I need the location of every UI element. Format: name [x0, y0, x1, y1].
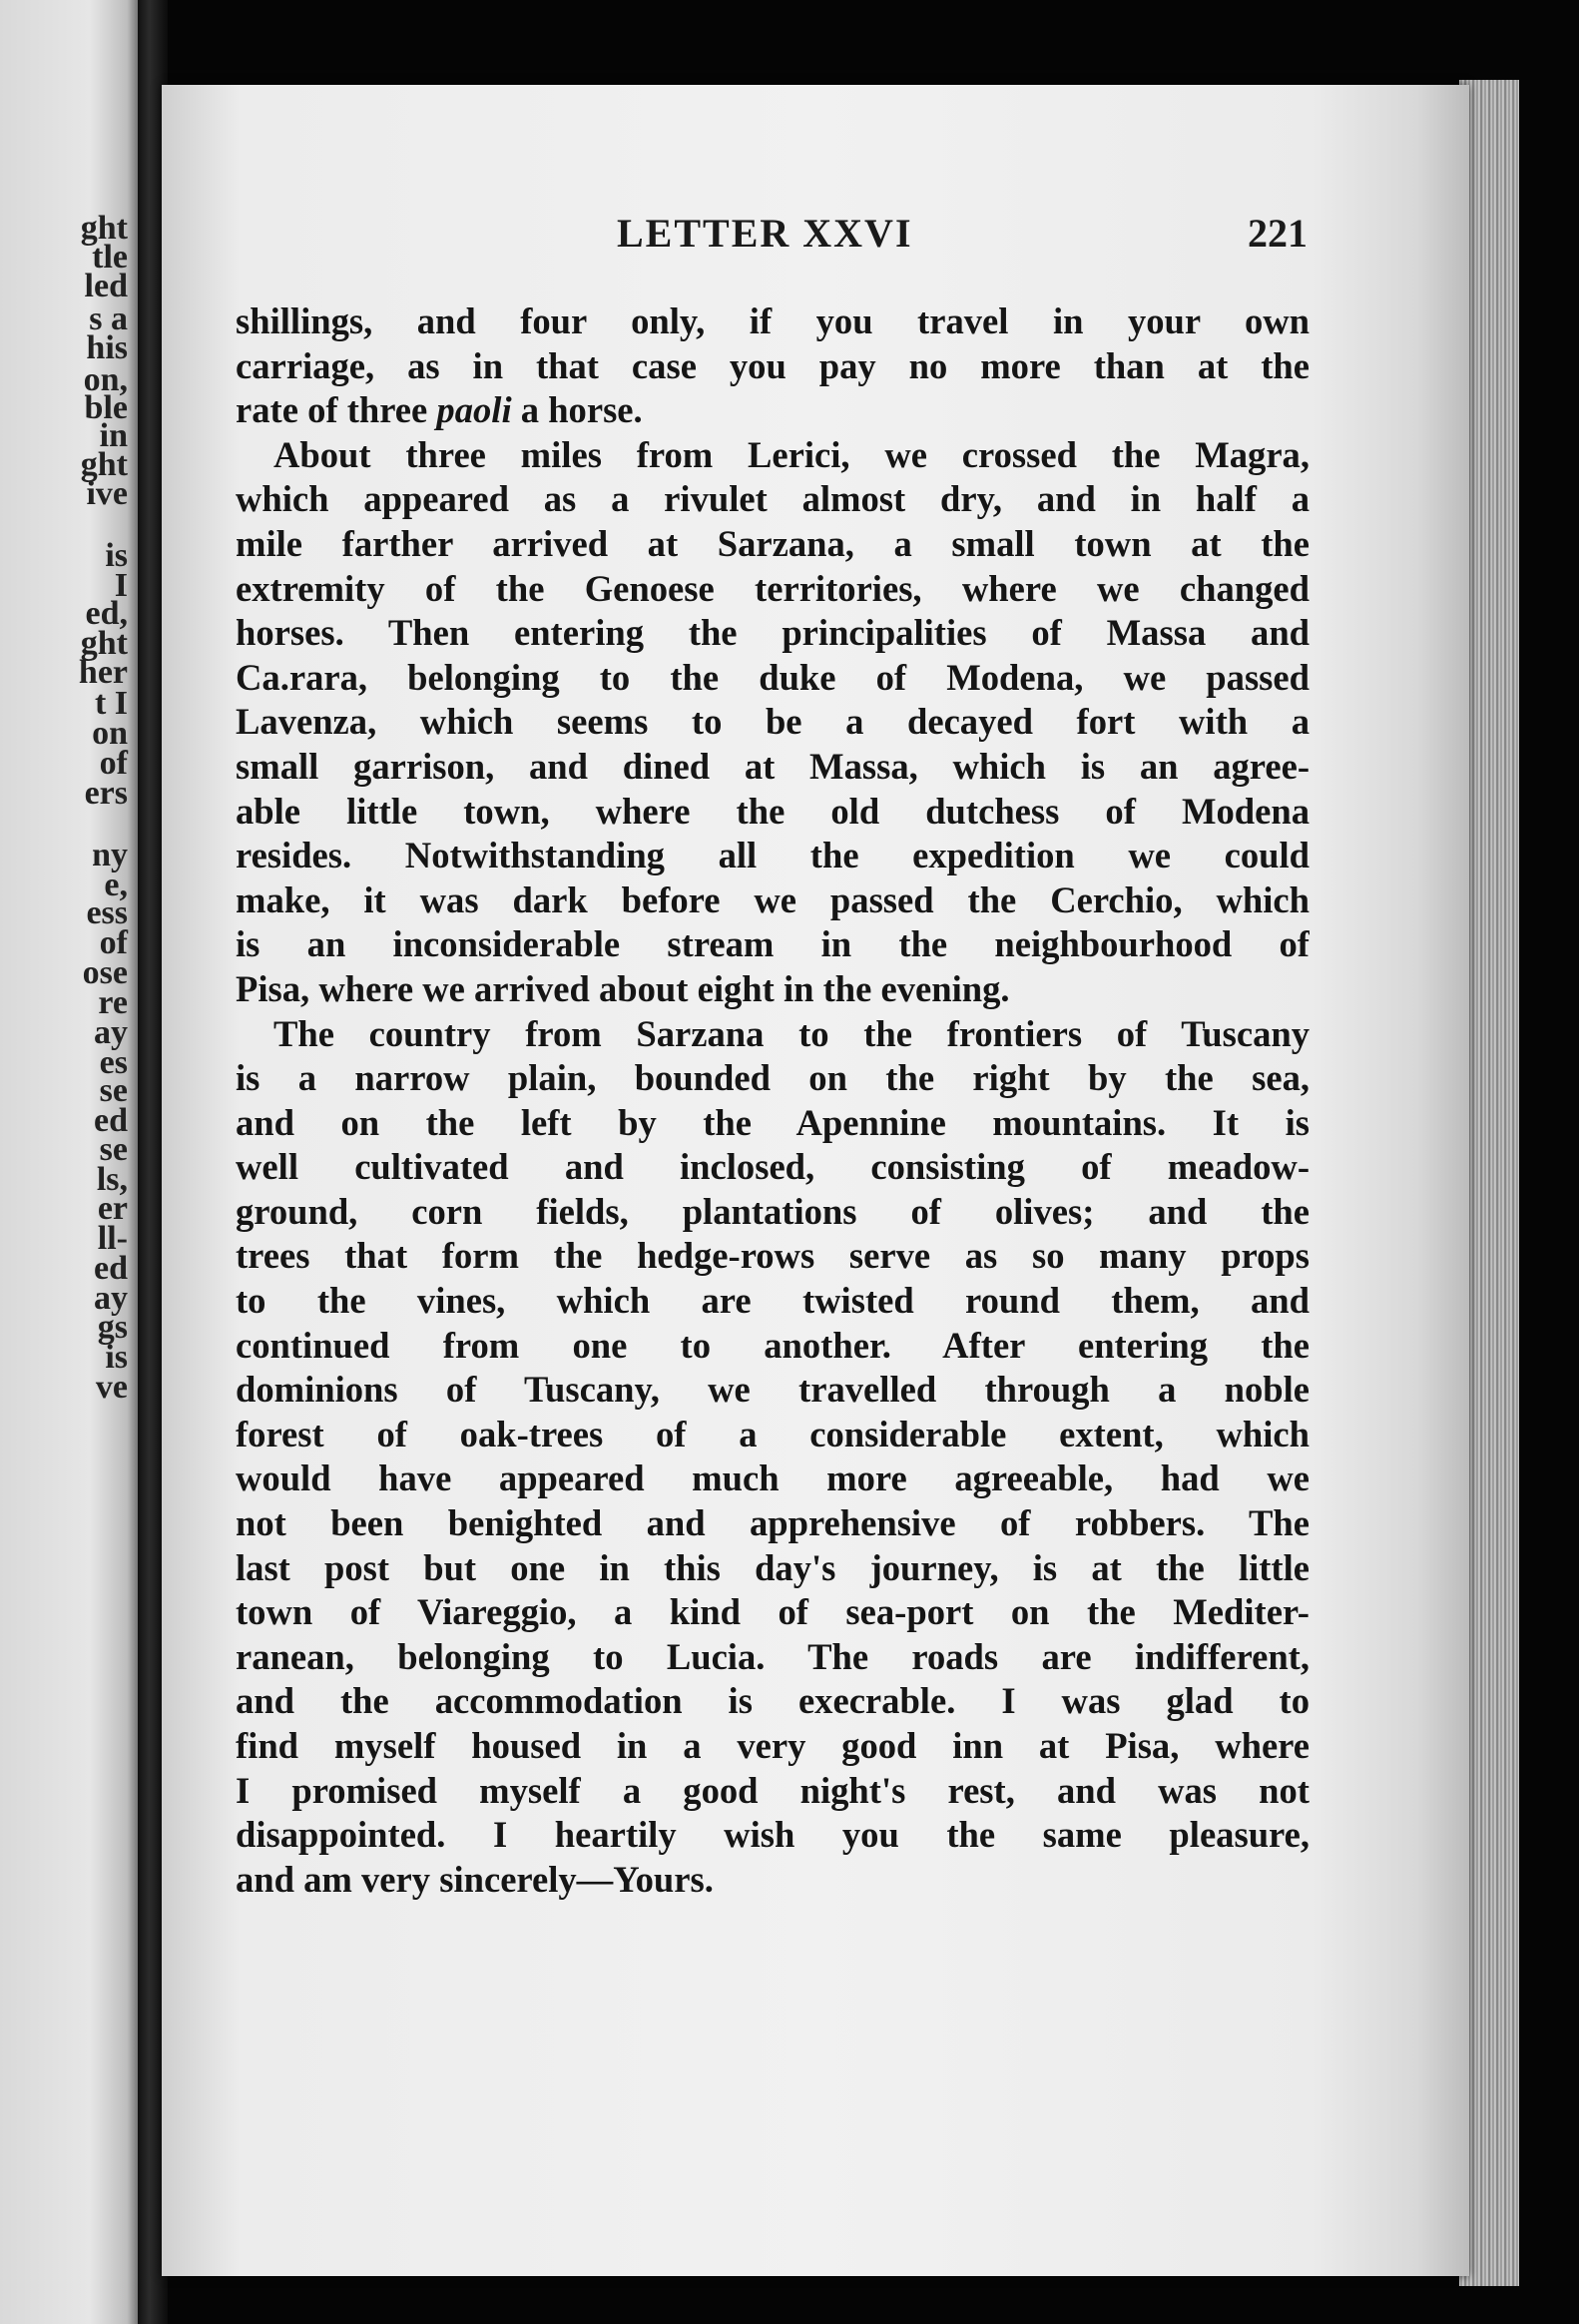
facing-page-line: ll- — [97, 1220, 128, 1257]
text-line: trees that form the hedge-rows serve as so many props — [236, 1235, 1310, 1277]
text-line: About three miles from Lerici, we crossed the Magra, — [273, 433, 1310, 475]
page-number: 221 — [1248, 211, 1308, 256]
facing-page-line: tle — [92, 239, 128, 276]
facing-page-line: ls, — [96, 1161, 128, 1198]
facing-page-line: er — [97, 1190, 128, 1227]
text-line: I promised myself a good night's rest, and was not — [236, 1769, 1310, 1811]
facing-page-line: ght — [80, 625, 128, 662]
facing-page-line: her — [78, 654, 128, 691]
facing-page-fragment — [0, 0, 150, 2324]
text-line: shillings, and four only, if you travel in your own — [236, 300, 1310, 341]
text-line: well cultivated and inclosed, consisting of meadow- — [236, 1146, 1310, 1188]
text-line: resides. Notwithstanding all the expedition we could — [236, 835, 1310, 876]
letter-title: LETTER XXVI — [617, 211, 913, 256]
facing-page-line: of — [99, 924, 128, 961]
text-line: not been benighted and apprehensive of robbers. The — [236, 1502, 1310, 1544]
facing-page-line: re — [98, 984, 128, 1021]
italic-word: paoli — [436, 389, 512, 431]
facing-page-line: ed — [94, 1250, 128, 1287]
text-line: would have appeared much more agreeable, had we — [236, 1457, 1310, 1499]
facing-page-line: ay — [94, 1280, 128, 1317]
running-header — [449, 210, 1308, 270]
letter-body — [236, 299, 1310, 1902]
text-line: Pisa, where we arrived about eight in the evening. — [236, 967, 1010, 1009]
text-line: rate of three paoli a horse. — [236, 389, 643, 431]
facing-page-line: es — [99, 1044, 128, 1081]
facing-page-line: ve — [95, 1369, 128, 1406]
facing-page-line: ers — [84, 775, 128, 812]
text-line: horses. Then entering the principalities of Massa and — [236, 612, 1310, 654]
text-line: small garrison, and dined at Massa, which is an agree- — [236, 745, 1310, 787]
text-line: dominions of Tuscany, we travelled through a noble — [236, 1369, 1310, 1411]
text-line: to the vines, which are twisted round them, and — [236, 1280, 1310, 1322]
facing-page-line: ive — [86, 475, 128, 512]
text-line: ranean, belonging to Lucia. The roads are indifferent, — [236, 1635, 1310, 1677]
facing-page-line: I — [114, 567, 128, 604]
facing-page-line: ny — [92, 837, 128, 873]
facing-page-line: ed — [94, 1102, 128, 1139]
text-line: and the accommodation is execrable. I was glad to — [236, 1680, 1310, 1722]
facing-page-line: ed, — [85, 595, 128, 632]
facing-page-line: se — [99, 1131, 128, 1168]
facing-page-line: ght — [80, 210, 128, 247]
facing-page-line: ble — [84, 389, 128, 426]
facing-page-line: se — [99, 1072, 128, 1109]
text-line: mile farther arrived at Sarzana, a small town at the — [236, 522, 1310, 564]
facing-page-line: ess — [86, 894, 128, 931]
facing-page-line: is — [105, 1339, 128, 1376]
paragraph — [236, 433, 1310, 1012]
text-line: disappointed. I heartily wish you the same pleasure, — [236, 1814, 1310, 1856]
facing-page-line: e, — [104, 867, 128, 903]
text-line: extremity of the Genoese territories, where we changed — [236, 567, 1310, 609]
text-line: continued from one to another. After entering the — [236, 1324, 1310, 1366]
text-line: able little town, where the old dutchess of Modena — [236, 790, 1310, 832]
text-line: and on the left by the Apennine mountains. It is — [236, 1101, 1310, 1143]
paragraph — [236, 299, 1310, 433]
facing-page-line: of — [99, 745, 128, 782]
text-line: last post but one in this day's journey, is at the little — [236, 1546, 1310, 1588]
facing-page-line: ght — [80, 446, 128, 483]
text-line: carriage, as in that case you pay no more than at the — [236, 344, 1310, 386]
facing-page-line: gs — [97, 1309, 128, 1346]
text-line: make, it was dark before we passed the Cerchio, which — [236, 878, 1310, 920]
text-line: Ca.rara, belonging to the duke of Modena, we passed — [236, 656, 1310, 698]
text-line: Lavenza, which seems to be a decayed fort with a — [236, 701, 1310, 743]
text-line: town of Viareggio, a kind of sea-port on the Mediter- — [236, 1591, 1310, 1633]
text-line: and am very sincerely—Yours. — [236, 1858, 714, 1900]
facing-page-line: his — [86, 329, 128, 366]
facing-page-line: on, — [83, 361, 128, 398]
facing-page-line: led — [84, 268, 128, 304]
text-line: find myself housed in a very good inn at Pisa, where — [236, 1725, 1310, 1766]
facing-page-line: t I — [94, 685, 128, 722]
facing-page-line: ay — [94, 1014, 128, 1051]
text-line: forest of oak-trees of a considerable extent, which — [236, 1413, 1310, 1454]
text-line: is an inconsiderable stream in the neighbourhood of — [236, 923, 1310, 965]
text-line: ground, corn fields, plantations of olives; and the — [236, 1190, 1310, 1232]
text-line: The country from Sarzana to the frontiers of Tuscany — [273, 1012, 1310, 1054]
facing-page-line: in — [99, 417, 128, 454]
facing-page-line: on — [92, 715, 128, 752]
facing-page-line: is — [105, 537, 128, 574]
paragraph — [236, 1012, 1310, 1903]
facing-page-line: ose — [82, 954, 128, 991]
facing-page-line: s a — [89, 300, 128, 337]
text-line: which appeared as a rivulet almost dry, and in half a — [236, 478, 1310, 520]
text-line: is a narrow plain, bounded on the right by the sea, — [236, 1057, 1310, 1099]
